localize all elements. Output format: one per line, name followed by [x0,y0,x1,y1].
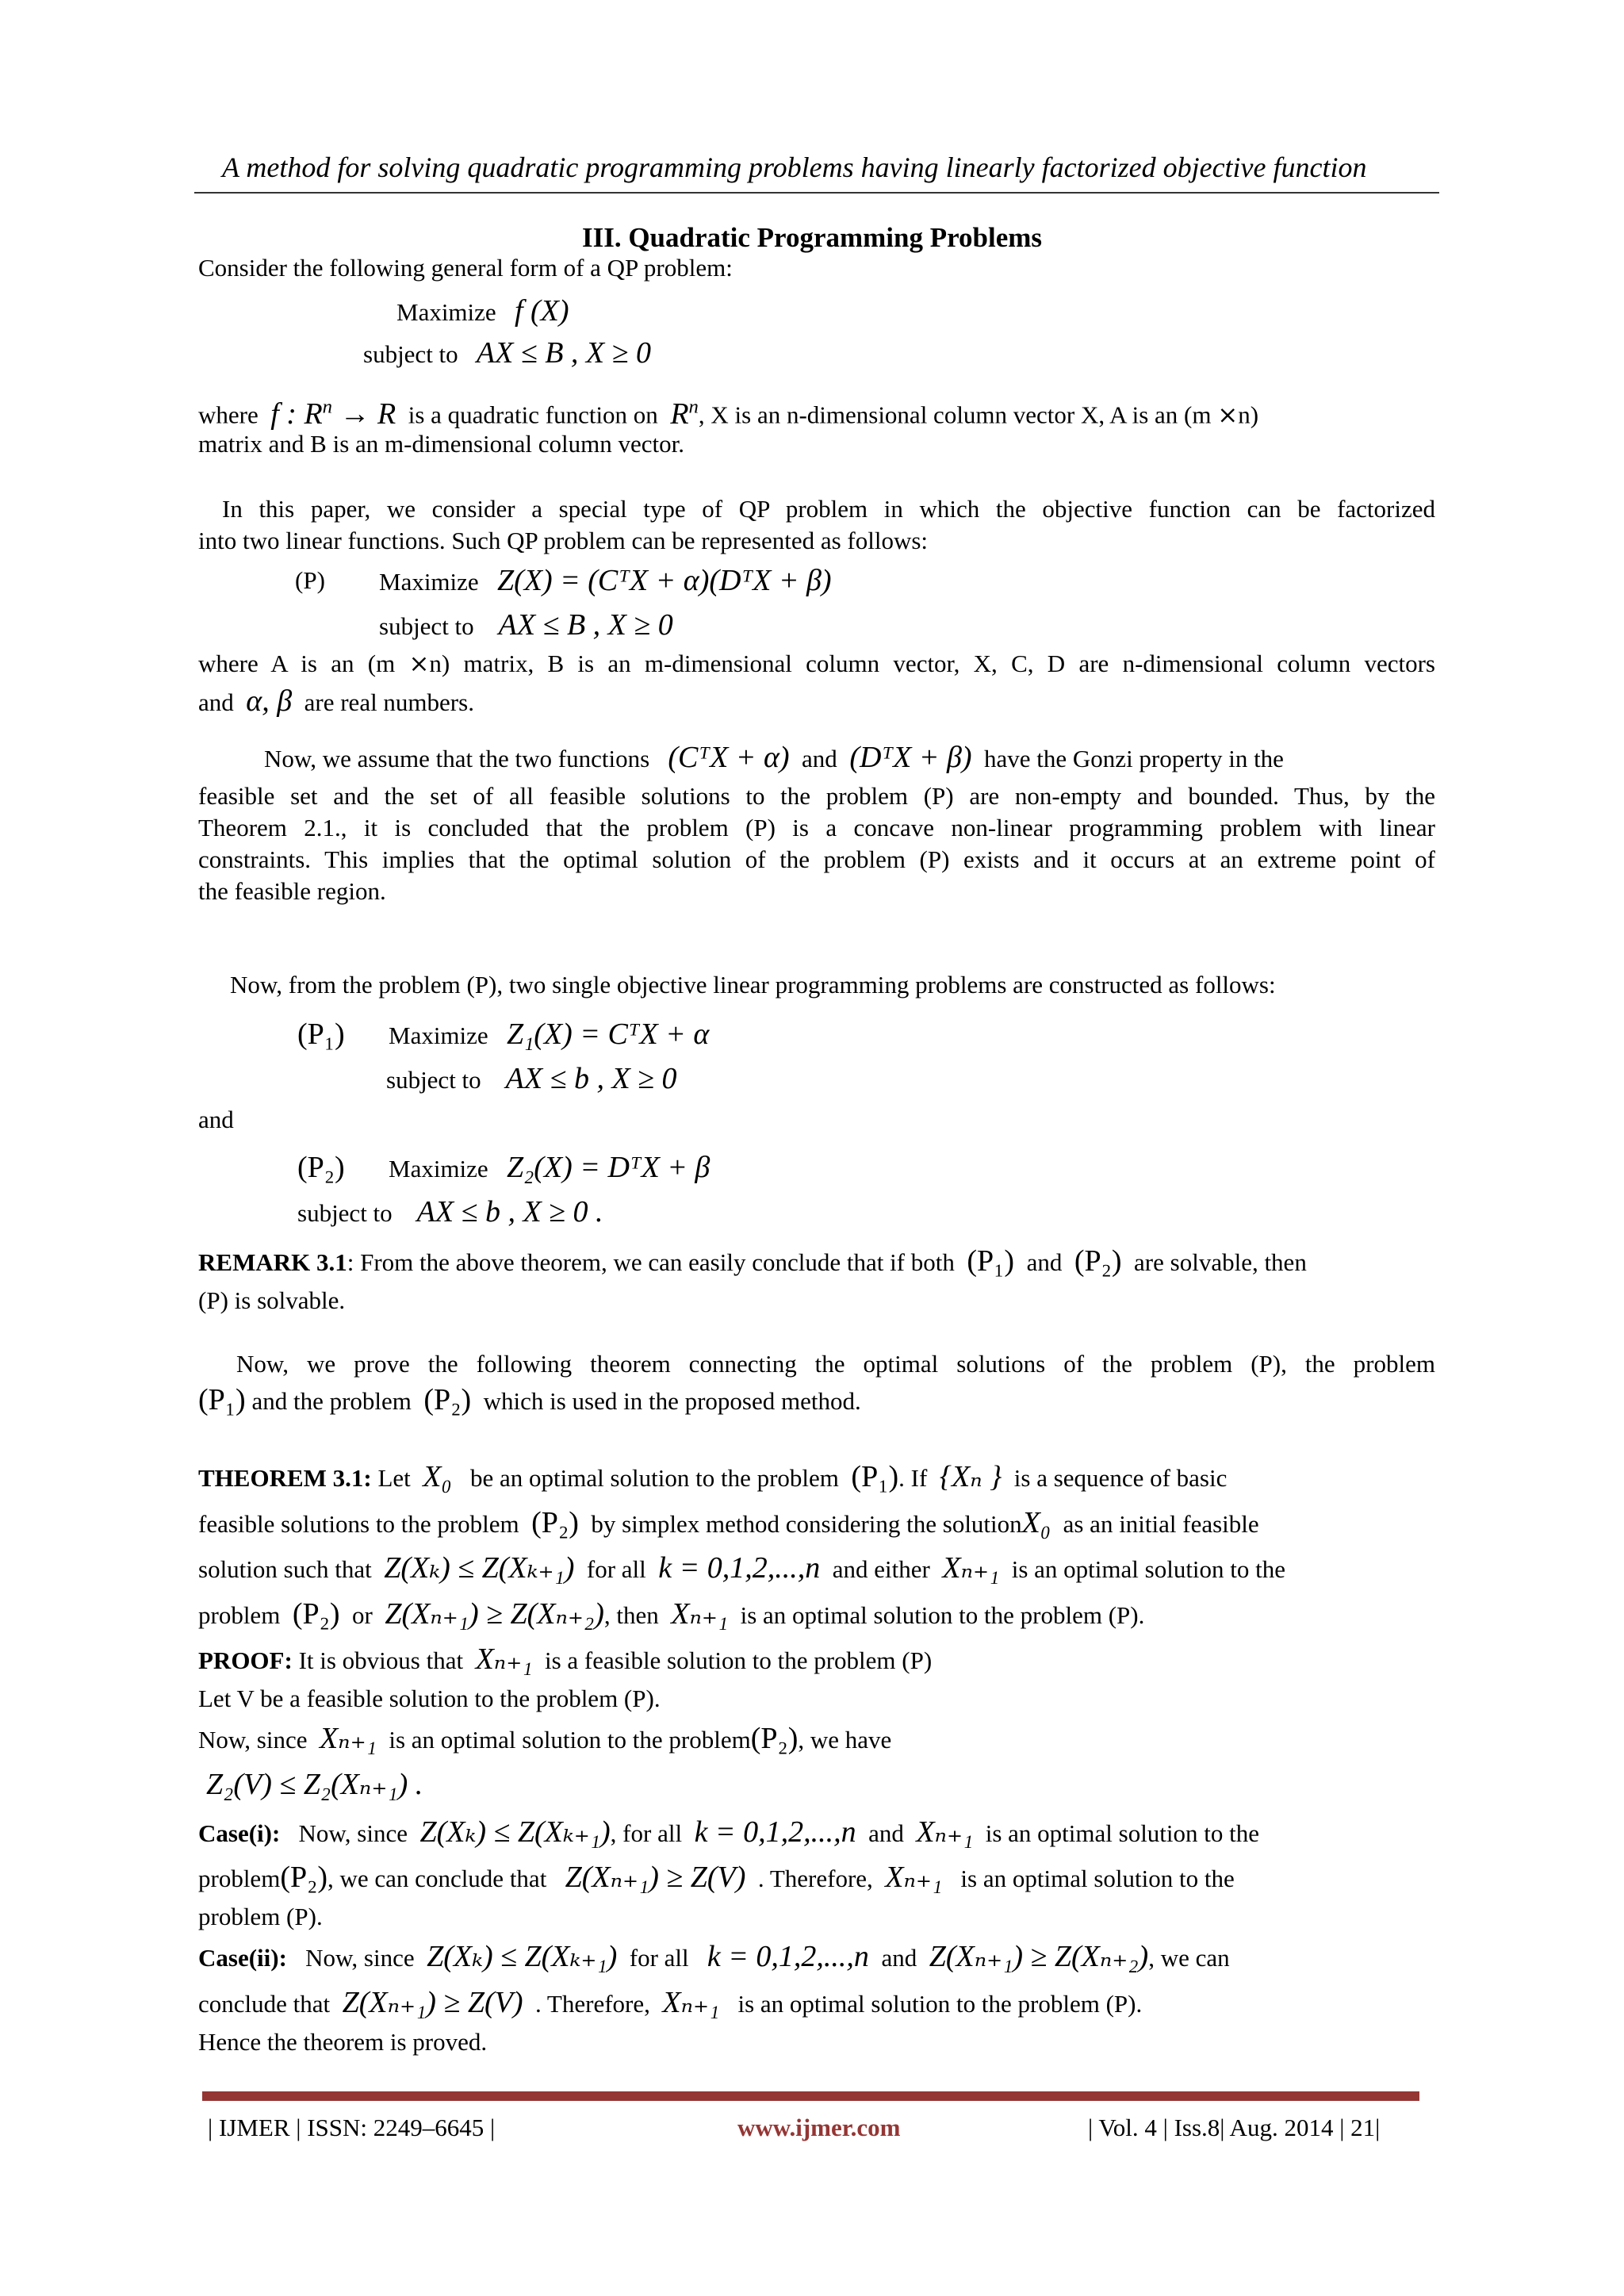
function-map [270,397,396,431]
para5-p2: (P₂) [423,1383,472,1416]
maximize-label: Maximize [379,568,479,596]
t-l4d: is an optimal solution to the problem (P). [740,1601,1145,1629]
case2-d: , we can [1148,1944,1230,1972]
remark-line2: (P) is solvable. [198,1286,346,1314]
case2-l2a: conclude that [198,1990,331,2018]
t-l3d: is an optimal solution to the [1011,1555,1286,1583]
proof-label: PROOF: [198,1646,293,1674]
para3-start: Now, we assume that the two functions [264,745,650,772]
p1-objective: Z₁(X) = CᵀX + α [506,1018,710,1051]
case1-krange: k = 0,1,2,...,n [694,1815,856,1849]
footer-website-link[interactable]: www.ijmer.com [737,2114,901,2141]
t-x0: X₀ [1021,1506,1051,1539]
case2-c: and [881,1944,917,1972]
problem-p-constraint: AX ≤ B , X ≥ 0 [498,608,673,642]
t-x0: X₀ [423,1460,452,1493]
para3-line5: the feasible region. [198,877,386,905]
t-l3b: for all [586,1555,646,1583]
t-l2a: feasible solutions to the problem [198,1510,519,1538]
case1-line1 [198,1816,1259,1849]
where2-line2 [198,685,474,719]
proof-l1a: It is obvious that [298,1646,464,1674]
theorem-line2 [198,1507,1259,1540]
proof-l3a: Now, since [198,1726,308,1754]
and-word: and [1026,1248,1063,1276]
fmap-text: f : R [270,397,323,431]
case2-label: Case(ii): [198,1944,287,1972]
theorem-line3 [198,1552,1285,1585]
where-rest: , X is an n-dimensional column vector X, A is an (m ⨯n) [698,401,1259,429]
general-objective: f (X) [514,294,569,328]
case2-line1 [198,1941,1230,1974]
footer-rule [202,2091,1419,2101]
case2-zk: Z(Xₖ) ≤ Z(Xₖ₊₁) [427,1940,618,1973]
para3-line3: Theorem 2.1., it is concluded that the problem (P) is a concave non-linear programming problem with linear [198,814,1435,841]
case1-l2b: , we can conclude that [327,1865,547,1892]
para3-end: have the Gonzi property in the [984,745,1284,772]
proof-l1b: is a feasible solution to the problem (P) [544,1646,933,1674]
t-l1b: be an optimal solution to the problem [469,1464,839,1492]
t-zk: Z(Xₖ) ≤ Z(Xₖ₊₁) [384,1551,575,1585]
case2-b: for all [629,1944,689,1972]
t-l1a: Let [377,1464,411,1492]
case1-xn1: Xₙ₊₁ [916,1815,974,1849]
t-p2: (P₂) [292,1597,340,1631]
theorem-line1 [198,1461,1227,1494]
remark-text1: : From the above theorem, we can easily conclude that if both [347,1248,955,1276]
p2-objective: Z₂(X) = DᵀX + β [506,1151,710,1184]
t-xn1: Xₙ₊₁ [671,1597,729,1631]
case1-c: and [868,1819,904,1847]
t-l4a: problem [198,1601,281,1629]
t-xn: {Xₙ } [939,1460,1002,1493]
case1-line2 [198,1861,1235,1895]
t-l4c: , then [603,1601,659,1629]
maximize-label: Maximize [389,1022,488,1049]
case1-l2d: is an optimal solution to the [960,1865,1235,1892]
para2-line2: into two linear functions. Such QP problem can be represented as follows: [198,527,929,554]
linear-function-2: (DᵀX + β) [849,741,972,774]
maximize-label: Maximize [389,1155,488,1182]
maximize-label: Maximize [396,298,496,326]
remark-line1 [198,1245,1307,1278]
case1-p2: (P₂) [280,1861,328,1894]
proof-p2: (P₂) [750,1722,799,1755]
case2-line3: Hence the theorem is proved. [198,2028,488,2056]
t-l4b: or [352,1601,373,1629]
case2-l2b: . Therefore, [534,1990,650,2018]
rn-sup: n [688,396,699,417]
case1-a: Now, since [298,1819,408,1847]
p1-label: (P₁) [297,1018,345,1051]
remark-text2: are solvable, then [1134,1248,1307,1276]
theorem-label: THEOREM 3.1: [198,1464,372,1492]
t-l1d: is a sequence of basic [1013,1464,1228,1492]
subject-label: subject to [379,612,474,640]
t-l2b: by simplex method considering the solution [591,1510,1022,1538]
case1-b: , for all [610,1819,683,1847]
and-separator: and [198,1106,234,1133]
proof-line3 [198,1723,891,1756]
case1-label: Case(i): [198,1819,281,1847]
para3-line2: feasible set and the set of all feasible solutions to the problem (P) are non-empty and bounded. Thus, by the [198,782,1435,810]
case1-zk: Z(Xₖ) ≤ Z(Xₖ₊₁) [419,1815,611,1849]
t-l3c: and either [832,1555,930,1583]
para2-line1: In this paper, we consider a special type of QP problem in which the objective function can be factorized [222,495,1435,523]
para5-mid: and the problem [251,1387,412,1415]
problem-p-constraint-line [379,609,673,642]
subject-label: subject to [386,1066,481,1094]
para5-line2 [198,1384,861,1417]
t-l2c: as an initial feasible [1063,1510,1259,1538]
p1-constraint-line [386,1063,677,1096]
proof-line2: Let V be a feasible solution to the problem (P). [198,1685,661,1712]
where-line-1 [198,391,1435,431]
problem-p-maximize [379,565,832,598]
case2-zn: Z(Xₙ₊₁) ≥ Z(Xₙ₊₂) [929,1940,1149,1973]
remark-p2: (P₂) [1074,1244,1122,1278]
t-l1c: . If [898,1464,928,1492]
fmap-sup: n [322,396,333,417]
case1-d: is an optimal solution to the [985,1819,1260,1847]
proof-inequality: Z₂(V) ≤ Z₂(Xₙ₊₁) . [206,1768,423,1801]
t-p2: (P₂) [531,1506,579,1539]
case2-xn1: Xₙ₊₁ [662,1986,720,2019]
case2-a: Now, since [305,1944,415,1972]
para3-line4: constraints. This implies that the optimal solution of the problem (P) exists and it occurs at an extreme point of [198,845,1435,873]
where-line-2: matrix and B is an m-dimensional column vector. [198,430,684,458]
proof-l3b: is an optimal solution to the problem [389,1726,751,1754]
where2-rest: are real numbers. [304,688,474,716]
t-krange: k = 0,1,2,...,n [658,1551,821,1585]
header-rule [194,192,1439,194]
t-p1: (P₁) [851,1460,899,1493]
t-zn: Z(Xₙ₊₁) ≥ Z(Xₙ₊₂) [385,1597,604,1631]
proof-line1 [198,1643,932,1677]
general-constraint: AX ≤ B , X ≥ 0 [476,336,651,370]
case1-zv: Z(Xₙ₊₁) ≥ Z(V) [565,1861,746,1894]
rn-symbol [670,397,699,431]
case2-l2c: is an optimal solution to the problem (P). [737,1990,1143,2018]
proof-xn1: Xₙ₊₁ [319,1722,377,1755]
remark-p1: (P₁) [967,1244,1015,1278]
problem-p-label: (P) [295,566,325,594]
intro-text: Consider the following general form of a QP problem: [198,254,733,282]
section-heading: III. Quadratic Programming Problems [581,222,1043,253]
proof-l3c: , we have [798,1726,892,1754]
proof-xn1: Xₙ₊₁ [475,1642,533,1676]
alpha-beta: α, β [246,684,293,718]
general-constraint-line [363,337,651,370]
t-l3a: solution such that [198,1555,372,1583]
para4-text: Now, from the problem (P), two single objective linear programming problems are constructed as follows: [230,971,1276,999]
p2-label: (P₂) [297,1151,345,1184]
and-word: and [198,688,234,716]
subject-label: subject to [297,1199,393,1227]
case1-l2c: . Therefore, [757,1865,873,1892]
case1-l2a: problem [198,1865,281,1892]
para5-line1: Now, we prove the following theorem connecting the optimal solutions of the problem (P), the problem [236,1350,1435,1378]
case1-line3: problem (P). [198,1903,323,1930]
p2-constraint-line [297,1196,603,1229]
where2-line1: where A is an (m ⨯n) matrix, B is an m-dimensional column vector, X, C, D are n-dimensional column vectors [198,650,1435,677]
p2-constraint: AX ≤ b , X ≥ 0 . [416,1195,603,1228]
quad-on-text: is a quadratic function on [408,401,658,429]
rn-text: R [670,397,689,431]
problem-p-objective: Z(X) = (CᵀX + α)(DᵀX + β) [496,564,832,597]
case2-zv: Z(Xₙ₊₁) ≥ Z(V) [342,1986,523,2019]
t-xn1: Xₙ₊₁ [942,1551,1000,1585]
linear-function-1: (CᵀX + α) [668,741,790,774]
p1-maximize [389,1018,709,1052]
case1-xn1: Xₙ₊₁ [885,1861,943,1894]
case2-line2 [198,1987,1142,2020]
p2-maximize [389,1152,710,1185]
where-word: where [198,401,259,429]
and-word: and [802,745,837,772]
remark-label: REMARK 3.1 [198,1248,347,1276]
general-maximize [396,295,569,328]
running-head: A method for solving quadratic programming problems having linearly factorized objective function [222,151,1367,183]
p1-constraint: AX ≤ b , X ≥ 0 [505,1062,677,1095]
subject-label: subject to [363,340,458,368]
case2-krange: k = 0,1,2,...,n [707,1940,869,1973]
para5-end: which is used in the proposed method. [483,1387,861,1415]
para5-p1: (P₁) [198,1383,246,1416]
footer-journal: | IJMER | ISSN: 2249–6645 | [208,2114,496,2141]
footer-volume: | Vol. 4 | Iss.8| Aug. 2014 | 21| [1088,2114,1381,2141]
theorem-line4 [198,1598,1144,1631]
fmap-arrow: → R [332,397,396,431]
para3-line1 [264,742,1284,775]
